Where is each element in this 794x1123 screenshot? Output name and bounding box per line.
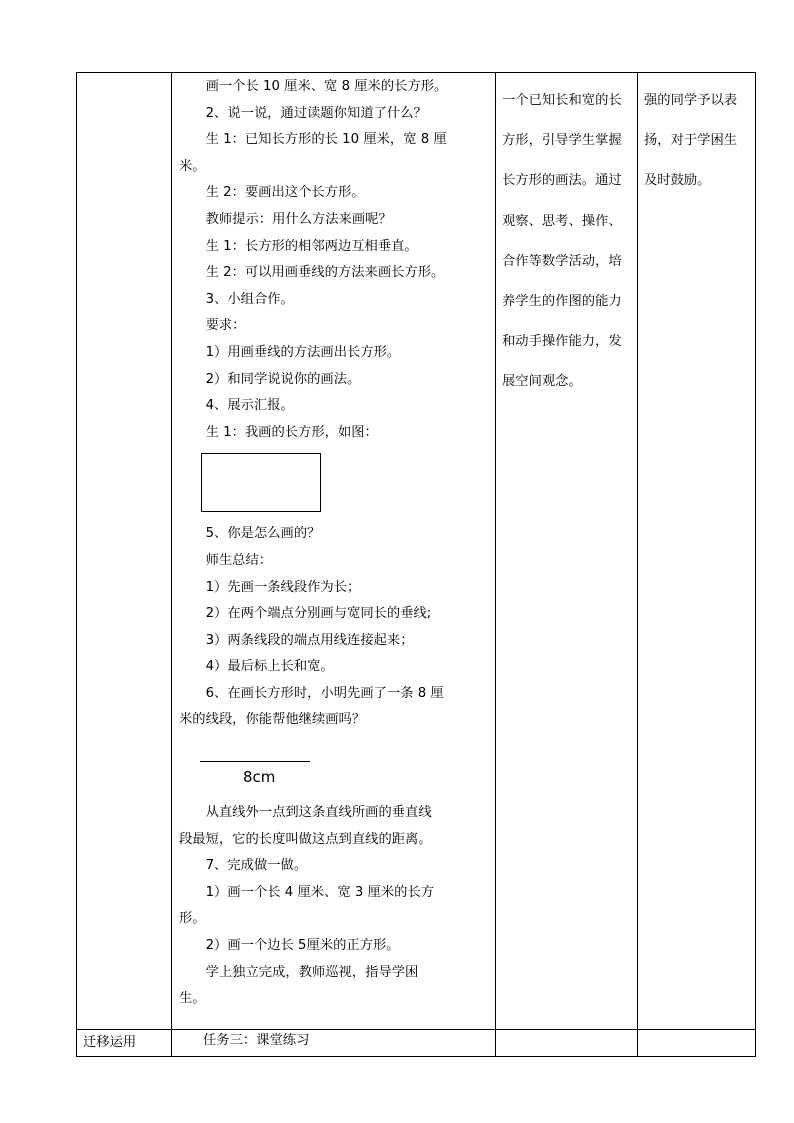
text-line: 要求： (205, 318, 246, 334)
text-line: 强的同学予以表 (644, 93, 738, 109)
stage-cell (77, 73, 172, 1030)
text-line: 7、完成做一做。 (205, 858, 308, 874)
text-line: 合作等数学活动，培 (502, 253, 622, 269)
process-text-block (172, 520, 495, 734)
segment-label: 8cm (243, 768, 276, 787)
text-line: 学上独立完成，教师巡视，指导学困 (205, 964, 419, 980)
text-line: 扬，对于学困生 (644, 133, 738, 149)
text-line: 师生总结： (205, 552, 273, 568)
text-line: 5、你是怎么画的？ (205, 526, 321, 542)
text-line: 4、展示汇报。 (205, 398, 294, 414)
evaluation-text (638, 73, 755, 195)
text-line: 米。 (179, 158, 206, 174)
segment-line (200, 761, 310, 762)
text-line: 画一个长 10 厘米、宽 8 厘米的长方形。 (205, 79, 448, 94)
text-line: 1）先画一条线段作为长； (205, 579, 361, 595)
table-row (77, 73, 756, 1030)
lesson-plan-table (76, 72, 756, 1057)
text-line: 生 1：长方形的相邻两边互相垂直。 (205, 238, 418, 254)
text-line: 2）在两个端点分别画与宽同长的垂线; (205, 606, 432, 622)
task-title: 任务三：课堂练习 (172, 1030, 496, 1057)
text-line: 2）和同学说说你的画法。 (205, 371, 361, 387)
text-line: 3、小组合作。 (205, 291, 294, 307)
stage-label: 迁移运用 (77, 1030, 172, 1057)
empty-cell (638, 1030, 756, 1057)
design-intent-cell (496, 73, 638, 1030)
text-line: 2）画一个边长 5厘米的正方形。 (205, 938, 400, 954)
text-line: 长方形的画法。通过 (502, 173, 622, 189)
text-line: 形。 (179, 911, 206, 927)
text-line: 1）画一个长 4 厘米、宽 3 厘米的长方 (205, 884, 435, 900)
text-line: 生 2：可以用画垂线的方法来画长方形。 (205, 265, 445, 281)
text-line: 从直线外一点到这条直线所画的垂直线 (205, 805, 432, 821)
text-line: 生 1：已知长方形的长 10 厘米，宽 8 厘 (205, 132, 447, 148)
text-line: 1）用画垂线的方法画出长方形。 (205, 344, 401, 360)
text-line: 养学生的作图的能力 (502, 293, 622, 309)
design-intent-text (496, 73, 637, 396)
text-line: 展空间观念。 (502, 373, 582, 389)
text-line: 方形，引导学生掌握 (502, 133, 622, 149)
text-line: 生 2：要画出这个长方形。 (205, 185, 365, 201)
text-line: 2、说一说，通过读题你知道了什么？ (205, 105, 427, 121)
text-line: 段最短，它的长度叫做这点到直线的距离。 (179, 831, 432, 847)
text-line: 3）两条线段的端点用线连接起来； (205, 632, 414, 648)
rectangle-figure (201, 453, 321, 512)
process-text-block (172, 799, 495, 1013)
table-row (77, 1030, 756, 1057)
text-line: 米的线段，你能帮他继续画吗？ (179, 712, 366, 728)
text-line: 4）最后标上长和宽。 (205, 659, 334, 675)
text-line: 及时鼓励。 (644, 173, 711, 189)
process-text-block (172, 73, 495, 446)
text-line: 一个已知长和宽的长 (502, 93, 622, 109)
text-line: 6、在画长方形时，小明先画了一条 8 厘 (205, 685, 444, 701)
teaching-process-cell (172, 73, 496, 1030)
text-line: 和动手操作能力，发 (502, 333, 622, 349)
segment-figure (200, 761, 495, 799)
text-line: 生 1：我画的长方形，如图： (205, 424, 378, 440)
evaluation-cell (638, 73, 756, 1030)
text-line: 教师提示：用什么方法来画呢？ (205, 211, 392, 227)
text-line: 观察、思考、操作、 (502, 213, 622, 229)
empty-cell (496, 1030, 638, 1057)
text-line: 生。 (179, 991, 206, 1007)
